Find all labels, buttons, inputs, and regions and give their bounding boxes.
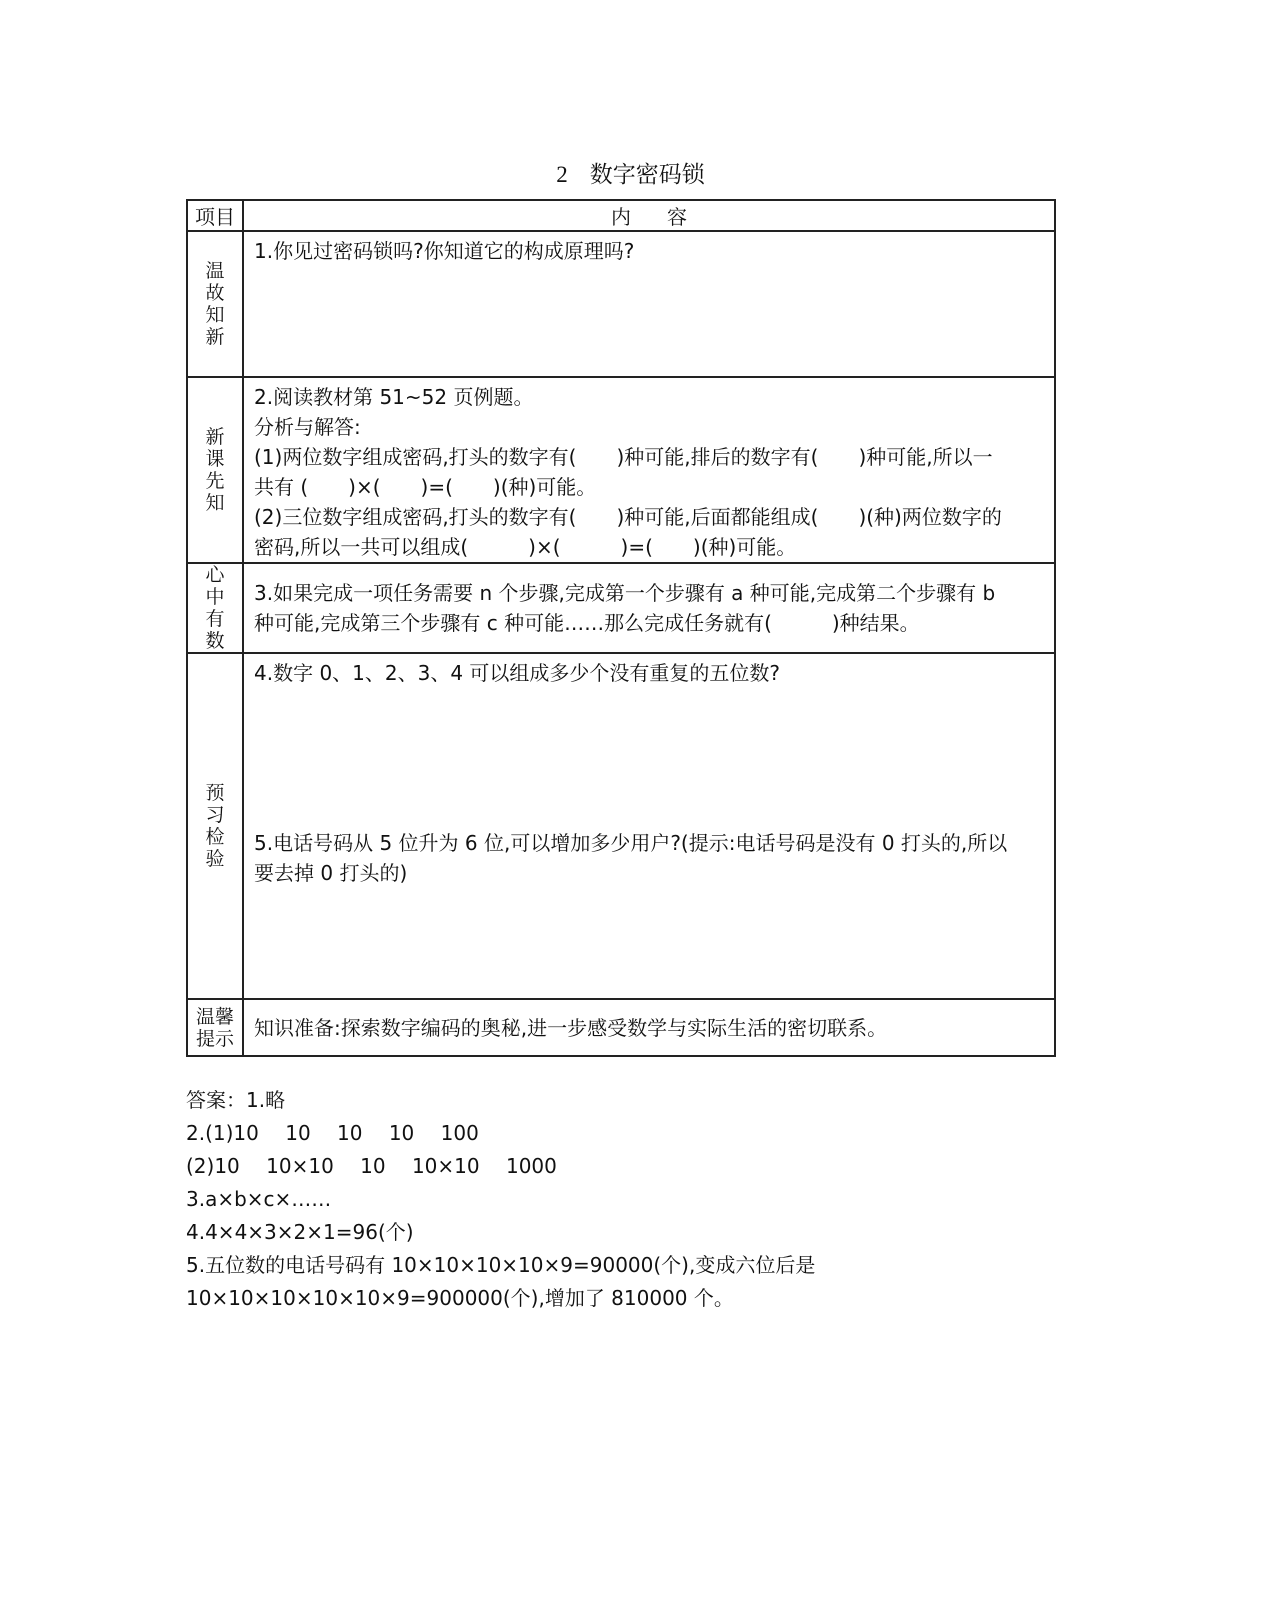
row-content-preview-check xyxy=(243,653,1055,999)
answer-section xyxy=(186,1084,815,1315)
label-char: 先 xyxy=(205,470,225,492)
row-content-review xyxy=(243,231,1055,377)
question-2-line: 2.阅读教材第 51~52 页例题。 xyxy=(254,385,534,409)
row-content-new-lesson xyxy=(243,377,1055,563)
label-line: 温馨 xyxy=(195,1005,234,1028)
title-number: 2 xyxy=(556,162,568,187)
row-label-tips xyxy=(187,999,243,1056)
label-char: 温 xyxy=(205,260,225,282)
tip-text: 知识准备:探索数字编码的奥秘,进一步感受数学与实际生活的密切联系。 xyxy=(254,1015,888,1040)
row-label-review xyxy=(187,231,243,377)
answer-line: 答案：1.略 xyxy=(186,1088,286,1112)
answer-line: 3.a×b×c×…… xyxy=(186,1187,332,1211)
label-char: 有 xyxy=(205,608,225,630)
label-line: 提示 xyxy=(195,1027,234,1050)
table-row-in-mind xyxy=(187,563,1055,653)
header-content-text: 内容 xyxy=(611,205,723,229)
question-2-line: 分析与解答: xyxy=(254,415,361,439)
table-row-preview-check xyxy=(187,653,1055,999)
row-label-in-mind xyxy=(187,563,243,653)
answer-line: 5.五位数的电话号码有 10×10×10×10×9=90000(个),变成六位后是 xyxy=(186,1253,816,1277)
question-2-line: 共有 ( )×( )=( )(种)可能。 xyxy=(254,475,597,499)
question-2-line: (2)三位数字组成密码,打头的数字有( )种可能,后面都能组成( )(种)两位数字的 xyxy=(254,505,1002,529)
label-char: 知 xyxy=(205,304,225,326)
question-1: 1.你见过密码锁吗?你知道它的构成原理吗? xyxy=(254,239,635,263)
question-5-line: 要去掉 0 打头的) xyxy=(254,861,408,885)
question-4: 4.数字 0、1、2、3、4 可以组成多少个没有重复的五位数? xyxy=(254,661,781,685)
row-label-new-lesson xyxy=(187,377,243,563)
question-2-line: (1)两位数字组成密码,打头的数字有( )种可能,排后的数字有( )种可能,所以一 xyxy=(254,445,993,469)
question-3-line: 种可能,完成第三个步骤有 c 种可能……那么完成任务就有( )种结果。 xyxy=(254,611,920,635)
label-char: 知 xyxy=(205,492,225,514)
page-title xyxy=(0,156,1261,189)
answer-line: (2)10 10×10 10 10×10 1000 xyxy=(186,1154,557,1178)
question-3-line: 3.如果完成一项任务需要 n 个步骤,完成第一个步骤有 a 种可能,完成第二个步骤有 b xyxy=(254,581,996,605)
table-row-review xyxy=(187,231,1055,377)
label-char: 新 xyxy=(205,326,225,348)
label-char: 心 xyxy=(205,564,225,586)
row-content-in-mind xyxy=(243,563,1055,653)
label-char: 检 xyxy=(205,826,225,848)
row-content-tips xyxy=(243,999,1055,1056)
preview-worksheet-table xyxy=(186,199,1056,1057)
label-char: 课 xyxy=(205,448,225,470)
answer-line: 2.(1)10 10 10 10 100 xyxy=(186,1121,479,1145)
answer-space-4 xyxy=(254,688,1044,828)
answer-line: 10×10×10×10×10×9=900000(个),增加了 810000 个。 xyxy=(186,1286,734,1310)
table-row-tips xyxy=(187,999,1055,1056)
label-char: 验 xyxy=(205,848,225,870)
table-row-new-lesson xyxy=(187,377,1055,563)
label-char: 习 xyxy=(205,804,225,826)
label-char: 中 xyxy=(205,586,225,608)
label-char: 数 xyxy=(205,630,225,652)
title-text: 数字密码锁 xyxy=(589,162,705,188)
label-char: 预 xyxy=(205,782,225,804)
label-char: 新 xyxy=(205,426,225,448)
answer-line: 4.4×4×3×2×1=96(个) xyxy=(186,1220,414,1244)
table-header-row xyxy=(187,200,1055,231)
header-content xyxy=(243,200,1055,231)
question-2-line: 密码,所以一共可以组成( )×( )=( )(种)可能。 xyxy=(254,535,797,559)
label-char: 故 xyxy=(205,282,225,304)
header-item: 项目 xyxy=(187,200,243,231)
row-label-preview-check xyxy=(187,653,243,999)
question-5-line: 5.电话号码从 5 位升为 6 位,可以增加多少用户?(提示:电话号码是没有 0 打头的,所以 xyxy=(254,831,1008,855)
